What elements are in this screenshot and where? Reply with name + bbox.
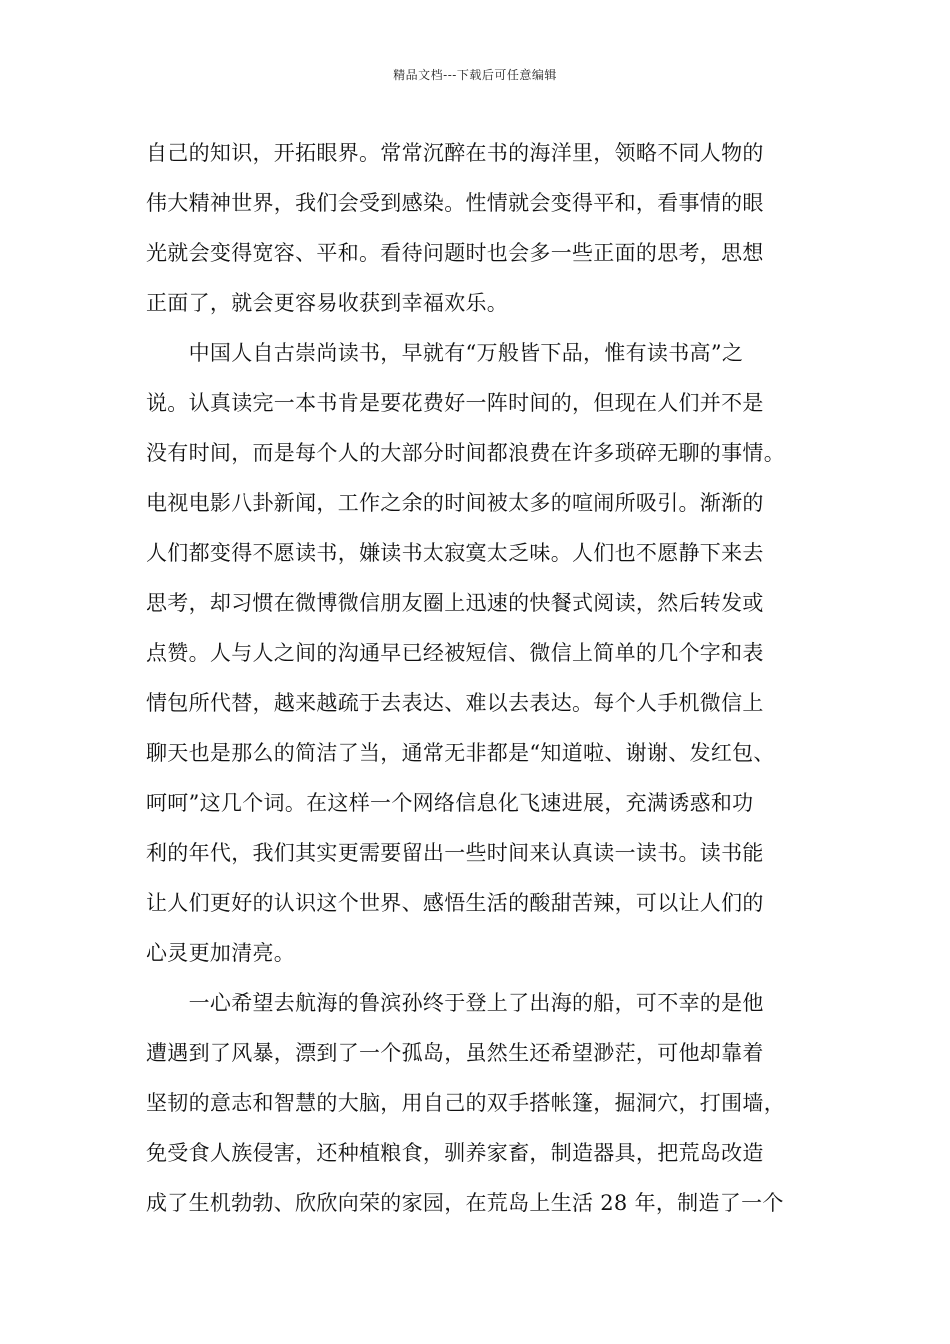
text-line: 坚韧的意志和智慧的大脑，用自己的双手搭帐篷，掘洞穴，打围墙， bbox=[146, 1091, 785, 1115]
text-line: 免受食人族侵害，还种植粮食，驯养家畜，制造器具，把荒岛改造 bbox=[146, 1141, 764, 1165]
page-header: 精品文档---下载后可任意编辑 bbox=[393, 68, 557, 82]
text-line: 呵呵”这几个词。在这样一个网络信息化飞速进展，充满诱惑和功 bbox=[146, 791, 754, 815]
text-line: 遭遇到了风暴，漂到了一个孤岛，虽然生还希望渺茫，可他却靠着 bbox=[146, 1041, 764, 1065]
text-line: 人们都变得不愿读书，嫌读书太寂寞太乏味。人们也不愿静下来去 bbox=[146, 541, 764, 565]
text-line: 自己的知识，开拓眼界。常常沉醉在书的海洋里，领略不同人物的 bbox=[146, 141, 764, 165]
text-line: 心灵更加清亮。 bbox=[146, 941, 296, 965]
text-line: 点赞。人与人之间的沟通早已经被短信、微信上简单的几个字和表 bbox=[146, 641, 764, 665]
text-line: 电视电影八卦新闻，工作之余的时间被太多的喧闹所吸引。渐渐的 bbox=[146, 491, 764, 515]
text-line: 正面了，就会更容易收获到幸福欢乐。 bbox=[146, 291, 509, 315]
text-line: 思考，却习惯在微博微信朋友圈上迅速的快餐式阅读，然后转发或 bbox=[146, 591, 764, 615]
text-line: 成了生机勃勃、欣欣向荣的家园，在荒岛上生活 28 年，制造了一个 bbox=[146, 1191, 784, 1215]
text-line: 利的年代，我们其实更需要留出一些时间来认真读一读书。读书能 bbox=[146, 841, 764, 865]
text-line: 聊天也是那么的简洁了当，通常无非都是“知道啦、谢谢、发红包、 bbox=[146, 741, 775, 765]
text-line: 没有时间，而是每个人的大部分时间都浪费在许多琐碎无聊的事情。 bbox=[146, 441, 785, 465]
text-line: 说。认真读完一本书肯是要花费好一阵时间的，但现在人们并不是 bbox=[146, 391, 764, 415]
text-line: 一心希望去航海的鲁滨孙终于登上了出海的船，可不幸的是他 bbox=[146, 991, 764, 1015]
body-text bbox=[146, 128, 826, 1228]
text-line: 中国人自古崇尚读书，早就有“万般皆下品，惟有读书高”之 bbox=[146, 341, 744, 365]
text-line: 情包所代替，越来越疏于去表达、难以去表达。每个人手机微信上 bbox=[146, 691, 764, 715]
text-line: 光就会变得宽容、平和。看待问题时也会多一些正面的思考，思想 bbox=[146, 241, 764, 265]
text-line: 伟大精神世界，我们会受到感染。性情就会变得平和，看事情的眼 bbox=[146, 191, 764, 215]
text-line: 让人们更好的认识这个世界、感悟生活的酸甜苦辣，可以让人们的 bbox=[146, 891, 764, 915]
